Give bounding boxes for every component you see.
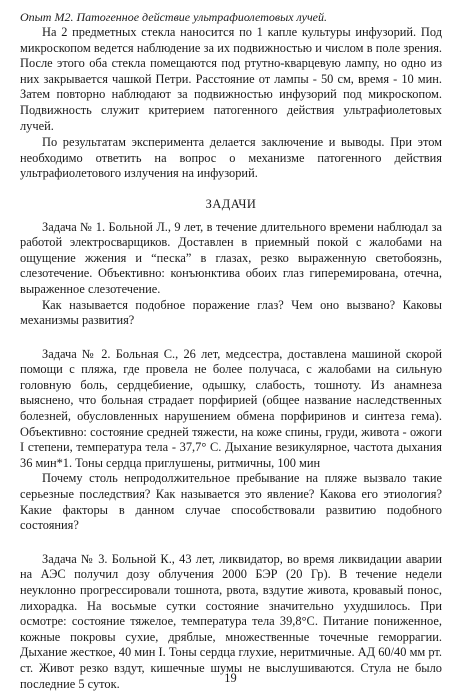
section-title: ЗАДАЧИ	[205, 196, 257, 211]
task-text: Задача № 1. Больной Л., 9 лет, в течение длительного времени наблюдал за работой электросварщиков. Доставлен в приемный покой с жалобами на ощущение жжения и “песка” в глазах, резко выраженную светобоязнь, слезотечение. Объективно: конъюнктива обоих глаз гиперемирована, отечна, выраженное слезотечение.	[20, 219, 442, 296]
task-question: Как называется подобное поражение глаз? Чем оно вызвано? Каковы механизмы развития?	[20, 297, 442, 328]
experiment-conclusion: По результатам эксперимента делается заключение и выводы. При этом необходимо ответить на вопрос о механизме патогенного действия ультрафиолетового излучения на инфузорий.	[20, 135, 442, 181]
task-text: Задача № 2. Больная С., 26 лет, медсестра, доставлена машиной скорой помощи с пляжа, где провела не более получаса, с жалобами на сильную головную боль, сердцебиение, одышку, слабость, тошноту. Из анамнеза выяснено, что больная страдает порфирией (общее название наследственных болезней, обусловленных нарушением обмена порфиринов и синтеза гема). Объективно: состояние средней тяжести, на коже спины, груди, живота - ожоги I степени, температура тела - 37,7° С. Дыхание везикулярное, частота дыхания 36 мин*1. Тоны сердца приглушены, ритмичны, 100 мин	[20, 346, 442, 470]
page-number: 19	[224, 671, 237, 685]
experiment-procedure: На 2 предметных стекла наносится по 1 капле культуры инфузорий. Под микроскопом ведется наблюдение за их подвижностью и числом в поле зрения. После этого оба стекла помещаются под ртутно-кварцевую лампу, но одно из них закрывается чашкой Петри. Расстояние от лампы - 50 см, время - 10 мин. Затем повторно наблюдают за подвижностью инфузорий под микроскопом. Подвижность служит критерием патогенного действия ультрафиолетовых лучей.	[20, 25, 442, 133]
task-text: Задача № 3. Больной К., 43 лет, ликвидатор, во время ликвидации аварии на АЭС получил дозу облучения 2000 БЭР (20 Гр). В течение недели неуклонно прогрессировали тошнота, рвота, вздутие живота, кровавый понос, лихорадка. На восьмые сутки состояние значительно ухудшилось. При осмотре: состояние тяжелое, температура тела 39,8°С. Питание пониженное, кожные покровы сухие, дряблые, множественные точечные геморрагии. Дыхание жесткое, 40 мин I. Тоны сердца глухие, неритмичные. АД 60/40 мм рт. ст. Живот резко вздут, кишечные шумы не выслушиваются. Стула не было последние 5 суток.	[20, 551, 442, 691]
task-question: Почему столь непродолжительное пребывание на пляже вызвало такие серьезные последствия? Как называется это явление? Какова его этиология? Какие факторы в данном случае способствовали развитию подобного состояния?	[20, 471, 442, 533]
running-head: Опыт М2. Патогенное действие ультрафиолетовых лучей.	[20, 10, 328, 24]
task-1	[20, 220, 442, 329]
task-2	[20, 347, 442, 534]
